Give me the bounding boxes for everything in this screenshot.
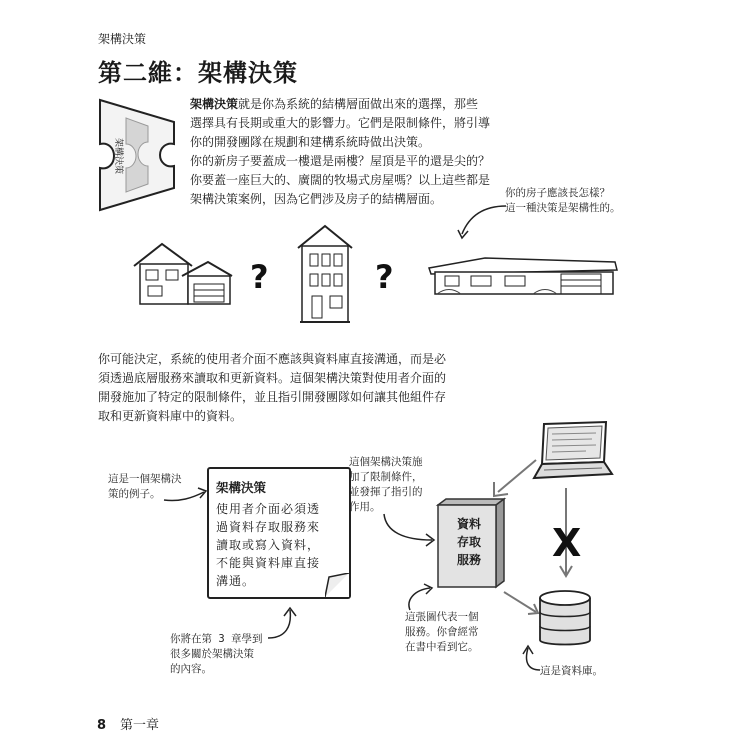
note-chapter-line-1: 你將在第 3 章學到 <box>170 633 263 645</box>
house-note-arrow <box>452 200 510 244</box>
note-chapter-arrow <box>262 604 302 644</box>
card-title: 架構決策 <box>216 480 267 495</box>
puzzle-piece-icon <box>96 98 178 212</box>
note-service-line-3: 在書中看到它。 <box>405 641 479 653</box>
note-chapter-line-3: 的內容。 <box>170 663 212 675</box>
card-body-line-3: 讀取或寫入資料， <box>216 538 321 552</box>
question-mark-1 <box>247 256 273 296</box>
chapter-name: 第一章 <box>120 718 160 733</box>
card-body-line-4: 不能與資料庫直接 <box>216 556 321 570</box>
note-example-arrow <box>160 482 210 508</box>
page-number: 8 <box>97 718 107 733</box>
question-mark-2 <box>372 256 398 296</box>
question-mark-1-text: ? <box>250 258 269 296</box>
card-body <box>216 500 344 590</box>
card-body-line-2: 過資料存取服務來 <box>216 520 321 534</box>
running-head <box>98 30 146 47</box>
blocked-x-mark: X <box>552 521 582 565</box>
note-constraint-line-4: 作用。 <box>349 501 381 513</box>
note-constraint <box>349 455 423 515</box>
body-paragraph-3: 你可能決定，系統的使用者介面不應該與資料庫直接溝通，而是必須透過底層服務來讀取和更新資料。這個架構決策對使用者介面的開發施加了特定的限制條件，並且指引開發團隊如何讓其他組件存取和更新資料庫中的資料。 <box>98 352 447 423</box>
house-note-line-2: 這一種決策是架構性的。 <box>505 202 621 214</box>
service-label <box>447 515 491 569</box>
note-chapter-line-2: 很多關於架構決策 <box>170 648 254 660</box>
note-database-arrow <box>520 644 544 674</box>
note-constraint-line-3: 並發揮了指引的 <box>349 486 423 498</box>
service-label-line-1: 資料 <box>456 517 481 531</box>
victorian-house-illustration <box>290 222 360 326</box>
intro-paragraph-1-text: 就是你為系統的結構層面做出來的選擇，那些選擇具有長期或重大的影響力。它們是限制條件，將引導你的開發團隊在規劃和建構系統時做出決策。 <box>190 97 491 149</box>
card-body-line-1: 使用者介面必須透 <box>216 502 321 516</box>
note-service-line-1: 這張圖代表一個 <box>405 611 479 623</box>
two-story-house-illustration <box>132 236 236 306</box>
note-service <box>405 610 479 655</box>
note-database: 這是資料庫。 <box>540 665 603 677</box>
database-icon <box>536 588 594 650</box>
ranch-house-illustration <box>425 252 621 298</box>
page-footer <box>97 714 159 733</box>
term-architecture-decision: 架構決策 <box>190 97 239 111</box>
note-service-arrow <box>400 582 440 614</box>
note-example-line-2: 策的例子。 <box>108 488 161 500</box>
note-constraint-line-2: 加了限制條件， <box>349 471 423 483</box>
house-note-line-1: 你的房子應該長怎樣？ <box>505 187 610 199</box>
house-question-note <box>505 186 621 216</box>
intro-paragraph-1 <box>190 95 490 152</box>
note-service-line-2: 服務。你會經常 <box>405 626 479 638</box>
note-chapter <box>170 632 262 677</box>
page-title: 第二維：架構決策 <box>98 59 298 87</box>
card-body-line-5: 溝通。 <box>216 574 256 588</box>
service-label-line-2: 存取 <box>456 535 481 549</box>
service-label-line-3: 服務 <box>456 553 481 567</box>
running-head-text: 架構決策 <box>98 32 147 46</box>
puzzle-label: 架構決策 <box>113 138 123 175</box>
note-constraint-arrow <box>380 510 442 550</box>
question-mark-2-text: ? <box>375 258 394 296</box>
note-constraint-line-1: 這個架構決策施 <box>349 456 423 468</box>
note-example-line-1: 這是一個架構決 <box>108 473 182 485</box>
intro-paragraph-2: 你的新房子要蓋成一樓還是兩樓？屋頂是平的還是尖的？你要蓋一座巨大的、廣闊的牧場式房屋嗎？以上這些都是架構決策案例，因為它們涉及房子的結構層面。 <box>190 154 491 206</box>
